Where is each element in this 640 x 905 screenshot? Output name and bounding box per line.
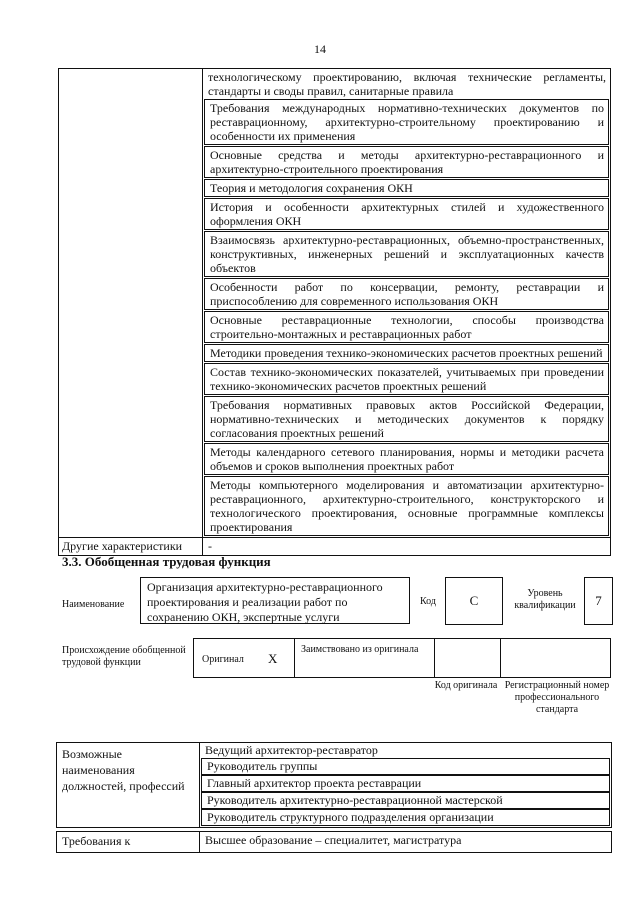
original-mark: X — [268, 651, 278, 666]
position-item: Руководитель структурного подразделения организации — [201, 809, 610, 826]
knowledge-item: технологическому проектированию, включая технические регламенты, стандарты и своды правил, санитарные правила — [208, 70, 606, 98]
knowledge-item: Основные реставрационные технологии, способы производства строительно-монтажных и реставрационных работ — [204, 311, 609, 343]
knowledge-item: Требования международных нормативно-технических документов по реставрационному, архитектурно-строительному проектированию и особенности их применения — [204, 99, 609, 145]
level-value: 7 — [595, 593, 602, 608]
knowledge-item: Состав технико-экономических показателей, учитываемых при проведении технико-экономических расчетов проектных решений — [204, 363, 609, 395]
knowledge-table — [58, 68, 611, 556]
name-label: Наименование — [62, 599, 125, 610]
code-label: Код — [420, 596, 436, 607]
knowledge-item: Методы компьютерного моделирования и автоматизации архитектурно-реставрационного, архитектурно-строительного, конструкторского и технологического проектирования, основные программные комплексы проектирования — [204, 476, 609, 536]
other-characteristics-value: - — [203, 538, 611, 556]
borrowed-cell — [294, 639, 434, 677]
knowledge-item: Особенности работ по консервации, ремонту, реставрации и приспособлению для современного использования ОКН — [204, 278, 609, 310]
page-number: 14 — [314, 42, 326, 56]
knowledge-item: История и особенности архитектурных стилей и художественного оформления ОКН — [204, 198, 609, 230]
origin-row — [193, 638, 611, 678]
positions-table — [56, 742, 612, 828]
position-item: Руководитель группы — [201, 758, 610, 775]
knowledge-values-cell — [203, 69, 611, 538]
origin-label: Происхождение обобщенной трудовой функции — [62, 645, 186, 668]
original-label: Оригинал — [202, 654, 244, 665]
knowledge-item: Теория и методология сохранения ОКН — [204, 179, 609, 197]
knowledge-label-cell — [59, 69, 203, 538]
position-item: Руководитель архитектурно-реставрационной мастерской — [201, 792, 610, 809]
positions-label: Возможные наименования должностей, профессий — [57, 743, 200, 828]
section-title: 3.3. Обобщенная трудовая функция — [62, 554, 271, 569]
requirements-value: Высшее образование – специалитет, магистратура — [200, 832, 612, 853]
registration-caption: Регистрационный номер профессионального стандарта — [504, 680, 610, 715]
requirements-table — [56, 831, 612, 853]
knowledge-item: Взаимосвязь архитектурно-реставрационных, объемно-пространственных, конструктивных, инженерных решений и эксплуатационных качеств объектов — [204, 231, 609, 277]
code-caption: Код оригинала — [434, 680, 498, 691]
registration-number-cell — [500, 639, 611, 677]
borrowed-label: Заимствовано из оригинала — [301, 644, 419, 655]
positions-values — [200, 743, 612, 828]
knowledge-item: Методики проведения технико-экономических расчетов проектных решений — [204, 344, 609, 362]
knowledge-item: Методы календарного сетевого планирования, нормы и методики расчета объемов и сроков выполнения проектных работ — [204, 443, 609, 475]
knowledge-item: Требования нормативных правовых актов Российской Федерации, нормативно-технических и методических документов к порядку согласования проектных решений — [204, 396, 609, 442]
requirements-label: Требования к — [57, 832, 200, 853]
position-item: Главный архитектор проекта реставрации — [201, 775, 610, 792]
function-name: Организация архитектурно-реставрационного проектирования и реализации работ по сохранению ОКН, экспертные услуги — [147, 580, 383, 624]
code-box — [445, 577, 503, 625]
code-value: C — [469, 593, 479, 608]
level-box — [584, 577, 613, 625]
function-name-box — [140, 577, 410, 624]
other-characteristics-label: Другие характеристики — [59, 538, 203, 556]
position-item: Ведущий архитектор-реставратор — [205, 743, 378, 757]
level-label: Уровень квалификации — [514, 588, 576, 611]
origin-code-cell — [434, 639, 501, 677]
knowledge-item: Основные средства и методы архитектурно-реставрационного и архитектурно-строительного проектирования — [204, 146, 609, 178]
